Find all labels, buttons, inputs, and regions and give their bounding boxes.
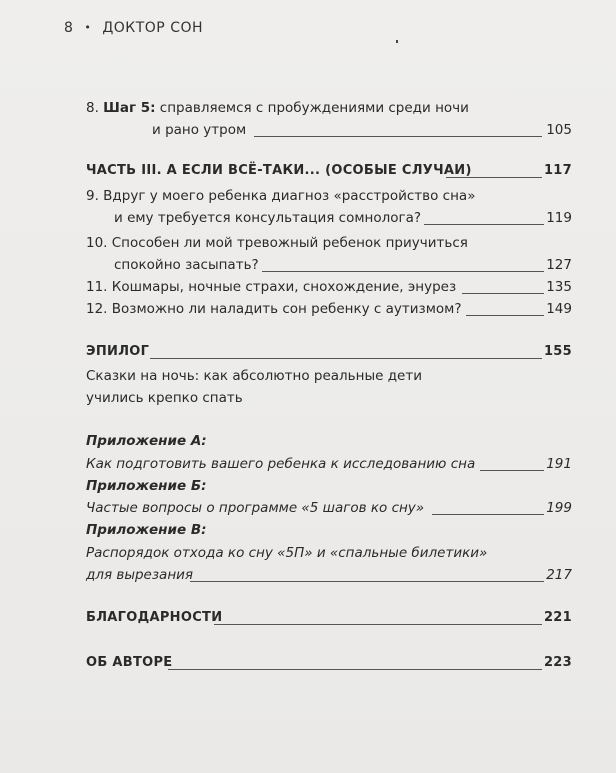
toc-appendix-label: Приложение Б: <box>86 478 207 494</box>
toc-part-title: БЛАГОДАРНОСТИ <box>86 610 223 625</box>
toc-page-number: 117 <box>543 163 572 178</box>
toc-leader <box>462 293 544 294</box>
running-title: ДОКТОР СОН <box>102 20 204 36</box>
toc-appendix-v-line1 <box>86 543 572 563</box>
toc-entry-8-line2 <box>86 120 572 140</box>
toc-leader <box>466 315 544 316</box>
toc-entry-title: 10. Способен ли мой тревожный ребенок приучиться <box>86 235 468 251</box>
toc-entry-10-line2 <box>86 255 572 275</box>
toc-entry-12 <box>86 299 572 319</box>
toc-page-number: 199 <box>546 500 572 516</box>
toc-entry-9-line2 <box>86 208 572 228</box>
toc-page-number: 191 <box>546 456 572 472</box>
toc-epilogue <box>86 342 572 362</box>
toc-appendix-label: Приложение А: <box>86 433 207 449</box>
toc-entry-title: 9. Вдруг у моего ребенка диагноз «расстройство сна» <box>86 188 476 204</box>
print-speck <box>396 40 398 43</box>
toc-entry-9-line1 <box>86 186 572 206</box>
toc-appendix-v-label <box>86 520 572 540</box>
toc-leader <box>262 271 544 272</box>
toc-entry-number: 8. <box>86 100 104 116</box>
toc-page-number: 221 <box>543 610 572 625</box>
toc-page-number: 217 <box>546 567 572 583</box>
running-header <box>64 20 203 36</box>
toc-entry-10-line1 <box>86 233 572 253</box>
toc-page-number: 119 <box>546 210 572 226</box>
toc-page-number: 149 <box>546 301 572 317</box>
toc-part-title: ЭПИЛОГ <box>86 344 150 359</box>
toc-epilogue-sub-line1 <box>86 366 572 386</box>
toc-entry-11 <box>86 277 572 297</box>
toc-appendix-label: Приложение В: <box>86 522 207 538</box>
toc-leader <box>424 224 544 225</box>
toc-page-number: 105 <box>546 122 572 138</box>
toc-leader <box>168 669 542 670</box>
toc-page-number: 155 <box>543 344 572 359</box>
toc-appendix-v-line2 <box>86 565 572 585</box>
toc-entry-title: Частые вопросы о программе «5 шагов ко сну» <box>86 500 425 516</box>
toc-leader <box>480 470 544 471</box>
toc-acknowledgements <box>86 608 572 628</box>
toc-leader <box>190 581 544 582</box>
toc-entry-title: Сказки на ночь: как абсолютно реальные дети <box>86 368 422 384</box>
header-separator: • <box>84 21 92 34</box>
toc-leader <box>214 624 542 625</box>
toc-part-title: ОБ АВТОРЕ <box>86 655 173 670</box>
toc-part-3 <box>86 161 572 181</box>
toc-appendix-a <box>86 454 572 474</box>
toc-entry-title: и рано утром <box>152 122 247 138</box>
toc-entry-title: для вырезания <box>86 567 194 583</box>
toc-leader <box>446 177 542 178</box>
page-number: 8 <box>64 20 74 36</box>
toc-leader <box>150 358 542 359</box>
toc-entry-title: 12. Возможно ли наладить сон ребенку с аутизмом? <box>86 301 462 317</box>
toc-entry-title: учились крепко спать <box>86 390 243 406</box>
toc-page-number: 127 <box>546 257 572 273</box>
toc-leader <box>254 136 542 137</box>
toc-entry-8-line1 <box>86 98 572 118</box>
toc-about-author <box>86 653 572 673</box>
toc-entry-title: и ему требуется консультация сомнолога? <box>114 210 422 226</box>
toc-appendix-a-label <box>86 431 572 451</box>
toc-page-number: 135 <box>546 279 572 295</box>
toc-appendix-b-label <box>86 476 572 496</box>
toc-part-title: ЧАСТЬ III. А ЕСЛИ ВСЁ-ТАКИ... (ОСОБЫЕ СЛУЧАИ) <box>86 163 472 178</box>
toc-entry-title: спокойно засыпать? <box>114 257 259 273</box>
toc-epilogue-sub-line2 <box>86 388 572 408</box>
toc-entry-title: справляемся с пробуждениями среди ночи <box>155 100 469 116</box>
toc-entry-step: Шаг 5: <box>103 100 156 116</box>
toc-entry-title: 11. Кошмары, ночные страхи, снохождение, энурез <box>86 279 457 295</box>
toc-page-number: 223 <box>543 655 572 670</box>
toc-appendix-b <box>86 498 572 518</box>
toc-entry-title: Как подготовить вашего ребенка к исследованию сна <box>86 456 476 472</box>
toc-entry-title: Распорядок отхода ко сну «5П» и «спальные билетики» <box>86 545 488 561</box>
toc-leader <box>432 514 544 515</box>
